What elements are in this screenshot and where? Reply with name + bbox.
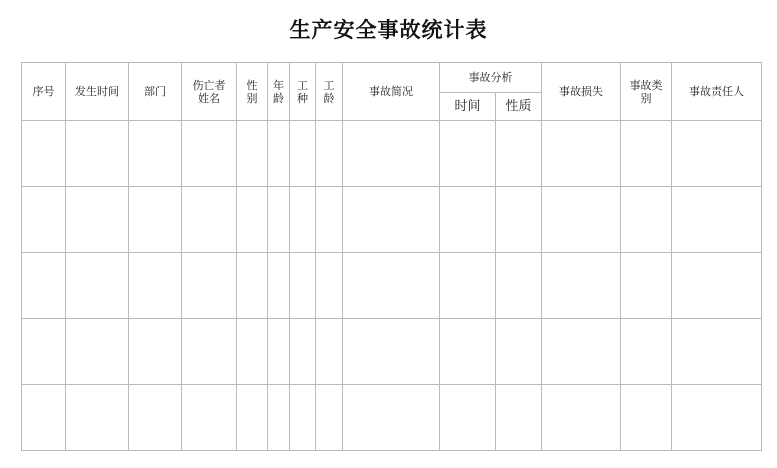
table-row <box>22 319 762 385</box>
table-cell <box>290 253 316 319</box>
table-cell <box>129 253 182 319</box>
table-cell <box>66 121 129 187</box>
table-cell <box>496 385 542 451</box>
table-cell <box>268 121 290 187</box>
header-analysis: 事故分析 <box>440 63 542 93</box>
table-cell <box>496 319 542 385</box>
table-cell <box>316 319 343 385</box>
header-time: 发生时间 <box>66 63 129 121</box>
table-cell <box>290 121 316 187</box>
table-cell <box>237 319 268 385</box>
table-cell <box>316 121 343 187</box>
header-age <box>268 63 290 121</box>
header-analysis-time: 时间 <box>440 93 496 121</box>
table-cell <box>268 385 290 451</box>
header-age-line1: 年 <box>273 78 284 92</box>
table-cell <box>237 385 268 451</box>
table-row <box>22 187 762 253</box>
table-cell <box>66 253 129 319</box>
table-cell <box>621 121 672 187</box>
table-cell <box>290 319 316 385</box>
table-cell <box>672 253 762 319</box>
header-job-type-line1: 工 <box>297 78 308 92</box>
table-cell <box>290 187 316 253</box>
table-cell <box>237 121 268 187</box>
table-cell <box>542 121 621 187</box>
table-cell <box>237 187 268 253</box>
table-cell <box>182 187 237 253</box>
header-analysis-nature: 性质 <box>496 93 542 121</box>
table-cell <box>316 385 343 451</box>
table-cell <box>440 319 496 385</box>
table-cell <box>440 253 496 319</box>
header-responsible: 事故责任人 <box>672 63 762 121</box>
table-cell <box>496 253 542 319</box>
table-cell <box>496 187 542 253</box>
header-gender-line1: 性 <box>246 78 258 92</box>
table-cell <box>672 319 762 385</box>
table-cell <box>182 121 237 187</box>
table-cell <box>129 187 182 253</box>
page-title: 生产安全事故统计表 <box>289 18 488 42</box>
header-victim-name-line2: 姓名 <box>198 91 220 105</box>
header-job-type <box>290 63 316 121</box>
table-cell <box>343 187 440 253</box>
table-cell <box>343 385 440 451</box>
table-cell <box>316 253 343 319</box>
accident-statistics-table <box>21 62 762 451</box>
table-cell <box>542 385 621 451</box>
table-cell <box>129 385 182 451</box>
table-cell <box>343 121 440 187</box>
header-victim-name <box>182 63 237 121</box>
header-seniority <box>316 63 343 121</box>
table-cell <box>66 385 129 451</box>
header-seq: 序号 <box>22 63 66 121</box>
table-cell <box>440 187 496 253</box>
header-category <box>621 63 672 121</box>
table-cell <box>440 121 496 187</box>
table-cell <box>268 187 290 253</box>
table-cell <box>66 319 129 385</box>
table-cell <box>672 187 762 253</box>
table-cell <box>672 121 762 187</box>
table-cell <box>182 319 237 385</box>
table-cell <box>621 319 672 385</box>
table-cell <box>129 319 182 385</box>
table-cell <box>66 187 129 253</box>
header-category-line2: 别 <box>640 91 652 105</box>
table-row <box>22 385 762 451</box>
table-cell <box>542 187 621 253</box>
table-cell <box>22 385 66 451</box>
header-job-type-line2: 种 <box>297 91 308 105</box>
table-cell <box>542 253 621 319</box>
header-victim-name-line1: 伤亡者 <box>192 78 226 92</box>
table-cell <box>542 319 621 385</box>
header-loss: 事故损失 <box>542 63 621 121</box>
table-cell <box>343 253 440 319</box>
table-cell <box>22 121 66 187</box>
table-cell <box>268 319 290 385</box>
table-cell <box>621 187 672 253</box>
table-cell <box>22 253 66 319</box>
table-cell <box>316 187 343 253</box>
table-cell <box>22 187 66 253</box>
header-gender <box>237 63 268 121</box>
table-cell <box>22 319 66 385</box>
header-summary: 事故简况 <box>343 63 440 121</box>
table-cell <box>343 319 440 385</box>
table-cell <box>440 385 496 451</box>
table-row <box>22 253 762 319</box>
header-row <box>22 63 762 93</box>
header-gender-line2: 别 <box>246 91 258 105</box>
table-cell <box>268 253 290 319</box>
table-row <box>22 121 762 187</box>
table-cell <box>237 253 268 319</box>
table-cell <box>496 121 542 187</box>
header-seniority-line2: 龄 <box>323 91 335 105</box>
header-category-line1: 事故类 <box>629 78 663 92</box>
table-cell <box>621 385 672 451</box>
header-dept: 部门 <box>129 63 182 121</box>
header-seniority-line1: 工 <box>323 78 335 92</box>
table-cell <box>621 253 672 319</box>
table-cell <box>672 385 762 451</box>
table-cell <box>182 385 237 451</box>
table-cell <box>290 385 316 451</box>
header-age-line2: 龄 <box>273 91 284 105</box>
table-cell <box>129 121 182 187</box>
table-cell <box>182 253 237 319</box>
